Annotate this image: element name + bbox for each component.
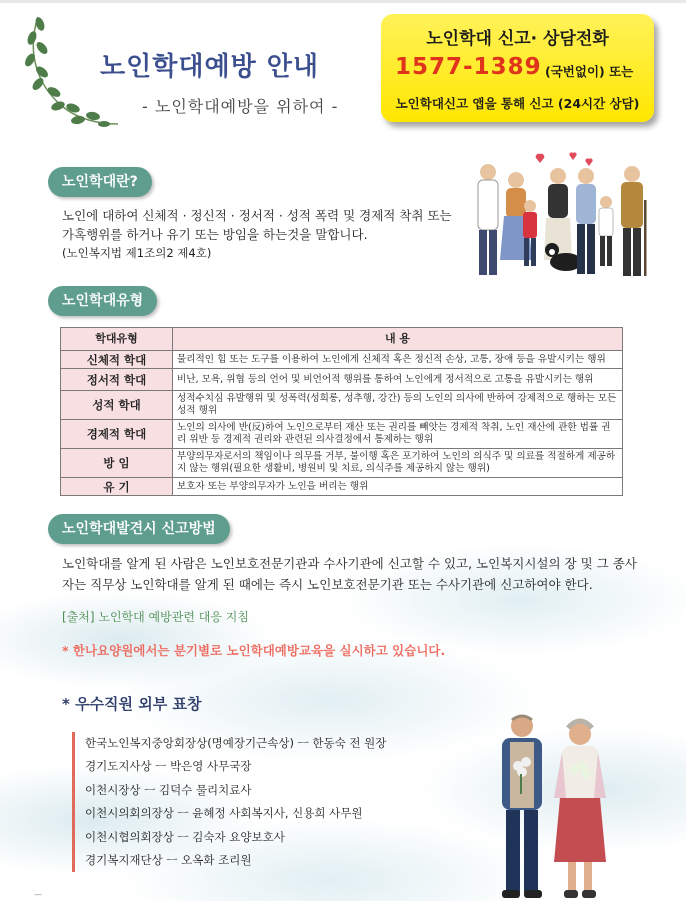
section-heading-definition: 노인학대란? <box>48 167 152 197</box>
report-text <box>62 553 637 595</box>
row-type: 유 기 <box>61 478 173 496</box>
hotline-app-text: 노인학대신고 앱을 통해 신고 (24시간 상담) <box>395 96 640 111</box>
page-title: 노인학대예방 안내 <box>100 52 319 82</box>
definition-text <box>62 206 452 263</box>
row-desc: 보호자 또는 부양의무자가 노인을 버리는 행위 <box>173 478 623 496</box>
list-item: 이천시장상 ㅡ 김덕수 물리치료사 <box>85 782 252 797</box>
section-heading-types: 노인학대유형 <box>48 286 157 316</box>
hotline-title: 노인학대 신고· 상담전화 <box>426 29 609 49</box>
row-desc: 부양의무자로서의 책임이나 의무를 거부, 불이행 혹은 포기하여 노인의 의식주 및 의료를 적절하게 제공하지 않는 행위(필요한 생활비, 병원비 및 치료, 의식주를 제공하지 않는 행위) <box>173 449 623 478</box>
row-type: 방 임 <box>61 449 173 478</box>
table-row <box>61 449 623 478</box>
list-item: 경기도지사상 ㅡ 박은영 사무국장 <box>85 759 252 774</box>
row-type: 정서적 학대 <box>61 369 173 391</box>
list-item: 이천시협의회장상 ㅡ 김숙자 요양보호사 <box>85 829 285 844</box>
table-row <box>61 351 623 369</box>
elderly-couple-illustration-icon <box>488 712 618 901</box>
row-desc: 성적수치심 유발행위 및 성폭력(성희롱, 성추행, 강간) 등의 노인의 의사에 반하여 강제적으로 행하는 모든 성적 행위 <box>173 391 623 420</box>
table-header-type: 학대유형 <box>61 328 173 351</box>
list-item: 경기복지재단상 ㅡ 오옥화 조리원 <box>85 853 252 868</box>
page-number-mark: — <box>34 890 42 899</box>
section-heading-report: 노인학대발견시 신고방법 <box>48 514 230 544</box>
hotline-number: 1577-1389 <box>395 54 542 80</box>
row-type: 경제적 학대 <box>61 420 173 449</box>
page-subtitle: - 노인학대예방을 위하여 - <box>142 97 339 116</box>
family-illustration-icon <box>466 150 656 290</box>
row-desc: 비난, 모욕, 위협 등의 언어 및 비언어적 행위를 통하여 노인에게 정서적으로 고통을 유발시키는 행위 <box>173 369 623 391</box>
source-citation: [출처] 노인학대 예방관련 대응 지침 <box>62 610 249 624</box>
report-line-1: 노인학대를 알게 된 사람은 노인보호전문기관과 수사기관에 신고할 수 있고, 노인복지시설의 장 및 그 종사 <box>62 556 637 571</box>
definition-law: (노인복지법 제1조의2 제4호) <box>62 246 212 260</box>
list-item: 이천시의회의장상 ㅡ 윤혜정 사회복지사, 신용희 사무원 <box>85 806 363 821</box>
table-header-row <box>61 328 623 351</box>
awards-list <box>72 732 386 872</box>
table-row <box>61 369 623 391</box>
table-row <box>61 420 623 449</box>
table-row <box>61 478 623 496</box>
hotline-note: (국번없이) 또는 <box>545 64 634 79</box>
table-header-content: 내 용 <box>173 328 623 351</box>
list-item: 한국노인복지중앙회장상(명예장기근속상) ㅡ 한동숙 전 원장 <box>85 736 387 750</box>
row-type: 성적 학대 <box>61 391 173 420</box>
row-desc: 물리적인 힘 또는 도구를 이용하여 노인에게 신체적 혹은 정신적 손상, 고통, 장애 등을 유발시키는 행위 <box>173 351 623 369</box>
row-type: 신체적 학대 <box>61 351 173 369</box>
table-row <box>61 391 623 420</box>
top-divider <box>0 0 686 3</box>
definition-line-1: 노인에 대하여 신체적 · 정신적 · 정서적 · 성적 폭력 및 경제적 착취 또는 <box>62 208 452 223</box>
hotline-box <box>381 14 654 122</box>
report-line-2: 자는 직무상 노인학대를 알게 된 때에는 즉시 노인보호전문기관 또는 수사기관에 신고하여야 한다. <box>62 577 593 592</box>
abuse-types-table <box>60 327 623 496</box>
definition-line-2: 가혹행위를 하거나 유기 또는 방임을 하는것을 말합니다. <box>62 227 368 242</box>
awards-heading: * 우수직원 외부 표창 <box>62 695 202 713</box>
row-desc: 노인의 의사에 반(反)하여 노인으로부터 재산 또는 권리를 빼앗는 경제적 착취, 노인 재산에 관한 법률 권리 위반 등 경제적 권리와 관련된 의사결정에서 통제하는 행위 <box>173 420 623 449</box>
education-notice: * 한나요양원에서는 분기별로 노인학대예방교육을 실시하고 있습니다. <box>62 643 446 658</box>
